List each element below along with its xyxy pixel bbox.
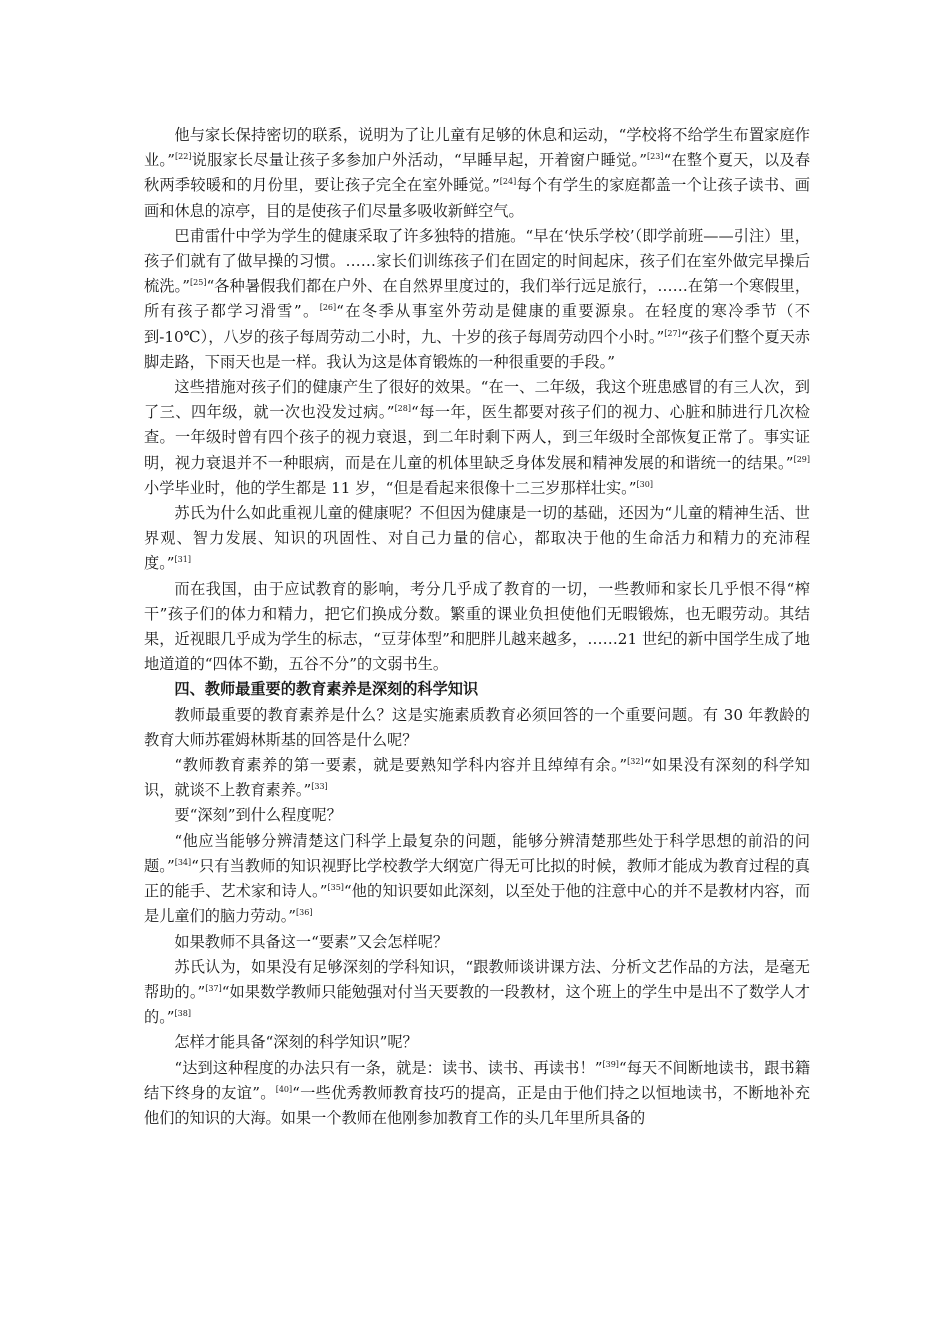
body-paragraph bbox=[144, 224, 810, 375]
citation-marker: [29] bbox=[793, 454, 810, 464]
text-run: 小学毕业时，他的学生都是 11 岁，“但是看起来很像十二三岁那样壮实。” bbox=[144, 478, 637, 497]
text-run: 教师最重要的教育素养是什么？这是实施素质教育必须回答的一个重要问题。有 30 年教龄的教育大师苏霍姆林斯基的回答是什么呢？ bbox=[144, 705, 810, 749]
text-run: “各种暑假我们都在户外、在自然界里度过的，我们举行远足旅行，……在第一个寒假里，所有孩子都学习滑雪”。 bbox=[144, 277, 811, 321]
body-paragraph bbox=[144, 930, 810, 955]
citation-marker: [40] bbox=[275, 1084, 293, 1094]
text-run: 要“深刻”到什么程度呢？ bbox=[174, 806, 342, 825]
text-run: “只有当教师的知识视野比学校教学大纲宽广得无可比拟的时候，教师才能成为教育过程的真正的能手、艺术家和诗人。” bbox=[144, 856, 810, 901]
text-run: “教师教育素养的第一要素，就是要熟知学科内容并且绰绰有余。” bbox=[174, 756, 628, 775]
text-run: “孩子们整个夏天赤脚走路，下雨天也是一样。我认为这是体育锻炼的一种很重要的手段。” bbox=[144, 327, 811, 371]
citation-marker: [23] bbox=[647, 152, 664, 162]
document-page bbox=[144, 123, 810, 1131]
body-paragraph bbox=[144, 703, 810, 753]
citation-marker: [24] bbox=[499, 177, 517, 187]
citation-marker: [34] bbox=[174, 857, 192, 867]
text-run: “每天不间断地读书，跟书籍结下终身的友谊”。 bbox=[144, 1058, 811, 1102]
text-run: “在冬季从事室外劳动是健康的重要源泉。在轻度的寒冷季节（不到-10℃），八岁的孩子每周劳动二小时，九、十岁的孩子每周劳动四个小时。” bbox=[144, 302, 811, 346]
citation-marker: [26] bbox=[319, 303, 337, 313]
text-run: 而在我国，由于应试教育的影响，考分几乎成了教育的一切，一些教师和家长几乎恨不得“榨干”孩子们的体力和精力，把它们换成分数。繁重的课业负担使他们无暇锻炼，也无暇劳动。其结果，近视眼几乎成为学生的标志，“豆芽体型”和肥胖儿越来越多，……21 世纪的新中国学生成了地地道道的“四体不勤，五谷不分”的文弱书生。 bbox=[144, 579, 810, 674]
text-run: “他的知识要如此深刻，以至处于他的注意中心的并不是教材内容，而是儿童们的脑力劳动。” bbox=[144, 882, 811, 926]
body-paragraph bbox=[144, 501, 810, 577]
text-run: “如果数学教师只能勉强对付当天要教的一段教材，这个班上的学生中是出不了数学人才的。” bbox=[144, 982, 810, 1027]
text-run: 他与家长保持密切的联系，说明为了让儿童有足够的休息和运动，“学校将不给学生布置家庭作业。” bbox=[144, 126, 810, 170]
citation-marker: [36] bbox=[296, 908, 313, 918]
citation-marker: [39] bbox=[602, 1059, 619, 1069]
text-run: 苏氏认为，如果没有足够深刻的学科知识，“跟教师谈讲课方法、分析文艺作品的方法，是毫无帮助的。” bbox=[144, 957, 810, 1001]
citation-marker: [30] bbox=[636, 479, 653, 489]
citation-marker: [25] bbox=[190, 278, 207, 288]
text-run: “一些优秀教师教育技巧的提高，正是由于他们持之以恒地读书，不断地补充他们的知识的大海。如果一个教师在他刚参加教育工作的头几年里所具备的 bbox=[144, 1083, 811, 1127]
citation-marker: [28] bbox=[394, 404, 411, 414]
text-run: “在整个夏天，以及春秋两季较暖和的月份里，要让孩子完全在室外睡觉。” bbox=[144, 151, 811, 195]
section-heading bbox=[144, 677, 810, 702]
citation-marker: [35] bbox=[327, 883, 344, 893]
citation-marker: [38] bbox=[174, 1009, 191, 1019]
text-run: 每个有学生的家庭都盖一个让孩子读书、画画和休息的凉亭，目的是使孩子们尽量多吸收新鲜空气。 bbox=[144, 176, 810, 220]
text-run: “达到这种程度的办法只有一条，就是：读书、读书、再读书！” bbox=[174, 1058, 603, 1077]
body-paragraph bbox=[144, 803, 810, 828]
body-paragraph bbox=[144, 1056, 810, 1132]
text-run: 这些措施对孩子们的健康产生了很好的效果。“在一、二年级，我这个班患感冒的有三人次，到了三、四年级，就一次也没发过病。” bbox=[144, 378, 810, 422]
citation-marker: [33] bbox=[311, 782, 328, 792]
text-run: “他应当能够分辨清楚这门科学上最复杂的问题，能够分辨清楚那些处于科学思想的前沿的问题。” bbox=[144, 831, 810, 875]
text-run: 苏氏为什么如此重视儿童的健康呢？不但因为健康是一切的基础，还因为“儿童的精神生活、世界观、智力发展、知识的巩固性、对自己力量的信心，都取决于他的生命活力和精力的充沛程度。” bbox=[144, 504, 810, 573]
citation-marker: [22] bbox=[175, 152, 192, 162]
citation-marker: [32] bbox=[627, 757, 644, 767]
body-paragraph bbox=[144, 577, 810, 678]
text-run: 四、教师最重要的教育素养是深刻的科学知识 bbox=[174, 680, 479, 699]
text-run: “如果没有深刻的科学知识，就谈不上教育素养。” bbox=[144, 756, 810, 800]
text-run: “每一年，医生都要对孩子们的视力、心脏和肺进行几次检查。一年级时曾有四个孩子的视力衰退，到二年时剩下两人，到三年级时全部恢复正常了。事实证明，视力衰退并不一种眼病，而是在儿童的机体里缺乏身体发展和精神发展的和谐统一的结果。” bbox=[144, 403, 810, 472]
text-run: 怎样才能具备“深刻的科学知识”呢？ bbox=[174, 1033, 418, 1052]
citation-marker: [27] bbox=[664, 328, 681, 338]
text-run: 巴甫雷什中学为学生的健康采取了许多独特的措施。“早在‘快乐学校’（即学前班——引注）里，孩子们就有了做早操的习惯。……家长们训练孩子们在固定的时间起床，孩子们在室外做完早操后梳洗。” bbox=[144, 226, 810, 296]
citation-marker: [37] bbox=[205, 983, 222, 993]
text-run: 说服家长尽量让孩子多参加户外活动，“早睡早起，开着窗户睡觉。” bbox=[191, 151, 648, 170]
body-paragraph bbox=[144, 375, 810, 501]
body-paragraph bbox=[144, 829, 810, 930]
body-paragraph bbox=[144, 1030, 810, 1055]
body-paragraph bbox=[144, 955, 810, 1031]
body-paragraph bbox=[144, 123, 810, 224]
text-run: 如果教师不具备这一“要素”又会怎样呢？ bbox=[174, 932, 449, 951]
citation-marker: [31] bbox=[174, 555, 191, 565]
body-paragraph bbox=[144, 753, 810, 803]
